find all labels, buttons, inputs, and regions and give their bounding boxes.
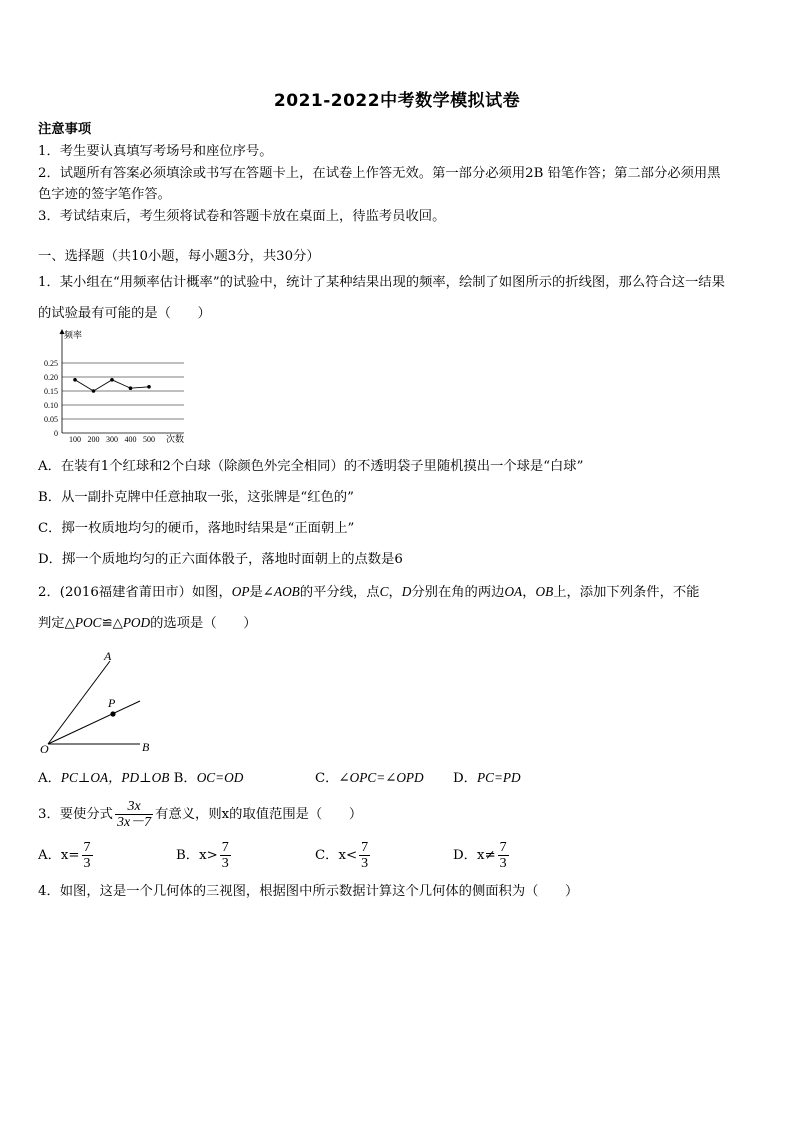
y-tick-label: 0.25 <box>44 359 58 368</box>
q2-option-c <box>315 769 424 788</box>
q3-fraction-numerator: 3x <box>115 799 153 815</box>
q3-option-fraction <box>220 840 231 872</box>
q3-option-d <box>453 837 511 875</box>
x-tick-label: 400 <box>124 435 137 444</box>
q3-fraction-denominator: 3x－7 <box>116 814 152 830</box>
q2-var-poc: POC <box>74 615 102 630</box>
y-tick-label: 0.15 <box>44 387 58 396</box>
q3-option-label: B．x> <box>176 848 218 863</box>
fraction-denominator: 3 <box>83 855 91 871</box>
fraction-numerator: 7 <box>361 839 369 855</box>
y-tick-label: 0.05 <box>44 415 58 424</box>
data-point <box>147 385 151 389</box>
data-point <box>92 389 96 393</box>
y-tick-label: 0 <box>54 429 58 438</box>
q2-options <box>38 769 243 788</box>
q1-stem-line2: 的试验最有可能的是（ ） <box>38 306 211 321</box>
q3-text: 有意义，则x的取值范围是（ ） <box>155 807 363 822</box>
q2-var-oa: OA <box>504 584 523 599</box>
q2-text: 是∠ <box>249 585 274 600</box>
q2-option-d <box>453 769 521 788</box>
q3-option-label: D．x≠ <box>453 848 496 863</box>
x-tick-label: 500 <box>143 435 155 444</box>
q3-option-fraction <box>498 840 509 872</box>
notice-item: 2．试题所有答案必须填涂或书写在答题卡上，在试卷上作答无效。第一部分必须用2B 铅笔作答；第二部分必须用黑 <box>38 166 721 181</box>
section-heading: 一、选择题（共10小题，每小题3分，共30分） <box>38 249 320 264</box>
fraction-numerator: 7 <box>499 839 507 855</box>
q1-option-d: D．掷一个质地均匀的正六面体骰子，落地时面朝上的点数是6 <box>38 552 403 567</box>
notice-item: 3．考试结束后，考生须将试卷和答题卡放在桌面上，待监考员收回。 <box>38 209 446 224</box>
q2-option-d-label: D． <box>453 771 477 786</box>
q2-var-ob: OB <box>535 584 554 599</box>
y-tick-label: 0.20 <box>44 373 58 382</box>
label-b: B <box>142 740 150 754</box>
notice-heading: 注意事项 <box>38 122 92 137</box>
q2-option-c-text: ∠OPC=∠OPD <box>338 770 424 785</box>
q2-text: 的平分线，点 <box>299 585 380 600</box>
x-tick-label: 100 <box>69 435 81 444</box>
x-axis-label: 次数 <box>166 434 185 444</box>
q2-option-b-text: OC=OD <box>196 770 244 785</box>
data-point <box>129 386 133 390</box>
point-p <box>110 711 115 716</box>
label-p: P <box>108 696 116 710</box>
q3-option-fraction <box>359 840 370 872</box>
label-a: A <box>104 649 112 663</box>
q3-option-fraction <box>82 840 93 872</box>
q2-option-a <box>38 771 169 786</box>
data-point <box>73 378 77 382</box>
fraction-denominator: 3 <box>361 855 369 871</box>
q2-option-a-text: PC⊥OA，PD⊥OB <box>60 770 170 785</box>
q2-text: ， <box>522 585 536 600</box>
q2-option-b <box>174 771 244 786</box>
q2-angle-figure <box>38 645 168 757</box>
fraction-numerator: 7 <box>83 839 91 855</box>
q3-option-a <box>38 837 95 875</box>
notice-item: 色字迹的签字笔作答。 <box>38 187 171 202</box>
q1-option-a: A．在装有1个红球和2个白球（除颜色外完全相同）的不透明袋子里随机摸出一个球是“白球” <box>38 459 584 474</box>
x-tick-label: 200 <box>87 435 100 444</box>
page-title: 2021-2022中考数学模拟试卷 <box>273 91 521 111</box>
q4-stem: 4．如图，这是一个几何体的三视图，根据图中所示数据计算这个几何体的侧面积为（ ） <box>38 884 579 899</box>
fraction-numerator: 7 <box>221 839 229 855</box>
q2-option-b-label: B． <box>173 771 197 786</box>
q3-option-label: C．x< <box>315 848 358 863</box>
q3-option-b <box>176 837 233 875</box>
q2-stem-line1 <box>38 583 699 602</box>
q2-var-op: OP <box>231 584 250 599</box>
q2-option-d-text: PC=PD <box>476 770 521 785</box>
q3-option-label: A．x= <box>38 848 80 863</box>
fraction-denominator: 3 <box>221 855 229 871</box>
data-point <box>110 378 114 382</box>
q2-text: 2．(2016福建省莆田市）如图， <box>38 585 232 600</box>
q2-text: ≌△ <box>101 616 123 631</box>
q1-option-c: C．掷一枚质地均匀的硬币，落地时结果是“正面朝上” <box>38 521 355 536</box>
notice-item: 1．考生要认真填写考场号和座位序号。 <box>38 144 273 159</box>
q3-option-c <box>315 837 372 875</box>
x-tick-label: 300 <box>106 435 118 444</box>
q2-text: 的选项是（ ） <box>150 616 257 631</box>
fraction-denominator: 3 <box>499 855 507 871</box>
q2-stem-line2 <box>38 614 257 633</box>
q1-stem-line1: 1．某小组在“用频率估计概率”的试验中，统计了某种结果出现的频率，绘制了如图所示的折线图，那么符合这一结果 <box>38 275 725 290</box>
q1-option-b: B．从一副扑克牌中任意抽取一张，这张牌是“红色的” <box>38 490 354 505</box>
q2-option-a-label: A． <box>38 771 61 786</box>
q2-var-pod: POD <box>122 615 151 630</box>
q1-frequency-chart <box>34 328 194 446</box>
q2-text: 分别在角的两边 <box>411 585 505 600</box>
q2-var-c: C <box>379 584 389 599</box>
q2-var-aob: AOB <box>273 584 300 599</box>
q2-option-c-label: C． <box>315 771 339 786</box>
q2-var-d: D <box>401 584 412 599</box>
y-axis-label: 频率 <box>64 330 83 340</box>
q2-text: 判定△ <box>38 616 75 631</box>
ray-oa <box>48 661 110 744</box>
q2-text: 上，添加下列条件，不能 <box>553 585 700 600</box>
y-tick-label: 0.10 <box>44 401 58 410</box>
ray-op <box>48 701 140 744</box>
q2-text: ， <box>388 585 402 600</box>
label-o: O <box>40 742 49 756</box>
q3-text: 3．要使分式 <box>38 807 113 822</box>
q3-stem <box>38 796 362 834</box>
q3-fraction <box>115 799 153 831</box>
